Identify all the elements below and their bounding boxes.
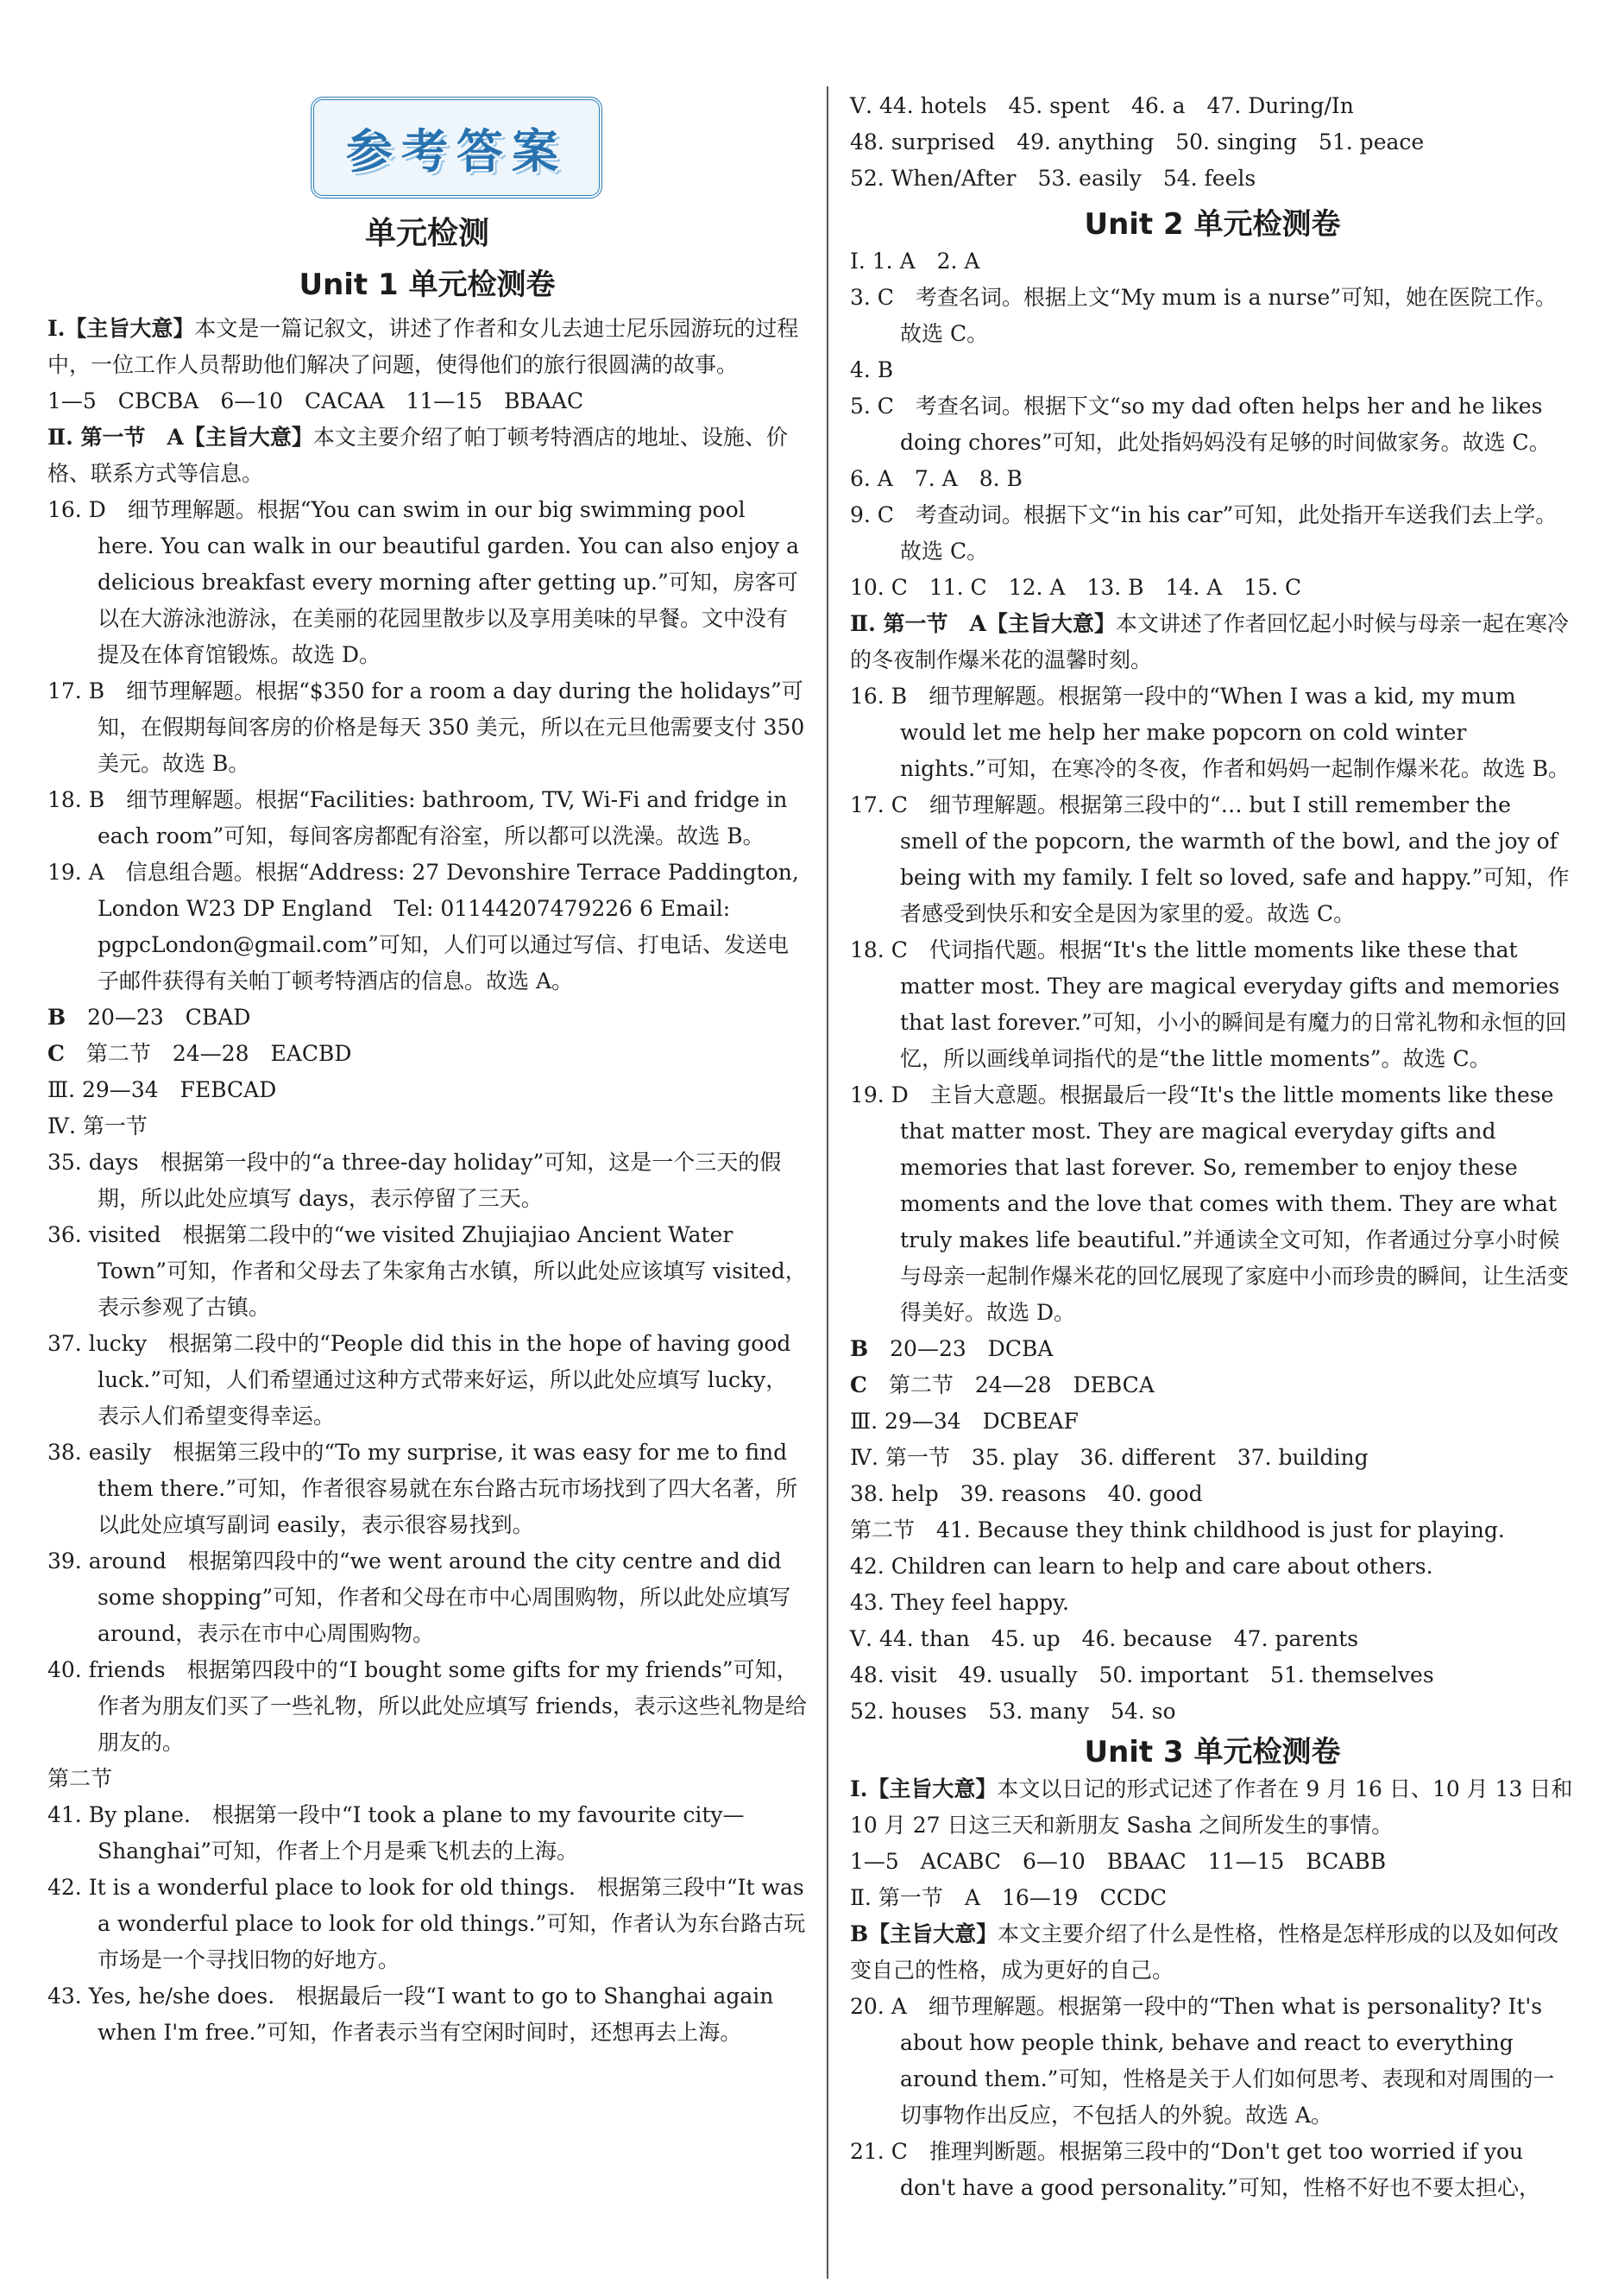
unit2-C-answers: 第二节 24—28 DEBCA: [888, 1372, 1155, 1397]
unit2-q19: 19. D 主旨大意题。根据最后一段“It's the little moments like these that matter most. They are magical everyday gifts and memories that last forever. So, remember to enjoy these moments and the love that comes with them. They are what truly makes life beautiful.”并通读全文可知，作者通过分享小时候与母亲一起制作爆米花的回忆展现了家庭中小而珍贵的瞬间，让生活变得美好。故选 D。: [850, 1082, 1570, 1325]
unit1-IV-label: Ⅳ. 第一节: [47, 1113, 148, 1139]
unit1-q37: 37. lucky 根据第二段中的“People did this in the hope of having good luck.”可知，人们希望通过这种方式带来好运，所以此处应填写 lucky，表示人们希望变得幸运。: [47, 1331, 791, 1429]
unit2-B-label: B: [850, 1336, 869, 1361]
unit1-q19: 19. A 信息组合题。根据“Address: 27 Devonshire Terrace Paddington, London W23 DP England Tel: 01144207479226 6 Email: pgpcLondon@gmail.com”可知，人们可以通过写信、打电话、发送电子邮件获得有关帕丁顿考特酒店的信息。故选 A。: [47, 860, 799, 993]
unit2-III: Ⅲ. 29—34 DCBEAF: [850, 1409, 1079, 1434]
section-title: 单元检测: [364, 216, 489, 251]
unit3-II-answers: Ⅱ. 第一节 A 16—19 CCDC: [850, 1885, 1167, 1910]
unit2-q18: 18. C 代词指代题。根据“It's the little moments like these that matter most. They are magical everyday gifts and memories that last forever.”可知，小小的瞬间是有魔力的日常礼物和永恒的回忆，所以画线单词指代的是“the little moments”。故选 C。: [850, 937, 1567, 1071]
unit1-V-line1: Ⅴ. 44. hotels 45. spent 46. a 47. During/In: [850, 93, 1354, 118]
unit2-IV-line1: Ⅳ. 第一节 35. play 36. different 37. building: [850, 1445, 1369, 1470]
unit1-I-answers: 1—5 CBCBA 6—10 CACAA 11—15 BBAAC: [47, 388, 584, 413]
unit1-C-answers: 第二节 24—28 EACBD: [85, 1041, 352, 1066]
unit2-q17: 17. C 细节理解题。根据第三段中的“… but I still remember the smell of the popcorn, the warmth of the bowl, and the joy of being with my family. I felt so loved, safe and happy.”可知，作者感受到快乐和安全是因为家里的爱。故选 C。: [850, 792, 1570, 926]
unit1-B: [47, 1000, 807, 1036]
unit3-body: [850, 1771, 1575, 2206]
unit3-I-label: Ⅰ.【主旨大意】: [850, 1776, 998, 1801]
unit1-q43: 43. Yes, he/she does. 根据最后一段“I want to go to Shanghai again when I'm free.”可知，作者表示当有空闲时间时，还想再去上海。: [47, 1984, 774, 2045]
unit2-II-label: Ⅱ. 第一节 A【主旨大意】: [850, 611, 1116, 636]
unit1-q16: 16. D 细节理解题。根据“You can swim in our big swimming pool here. You can walk in our beautiful garden. You can also enjoy a delicious breakfast every morning after getting up.”可知，房客可以在大游泳池游泳，在美丽的花园里散步以及享用美味的早餐。文中没有提及在体育馆锻炼。故选 D。: [47, 497, 799, 667]
unit2-B: [850, 1331, 1575, 1367]
unit2-q9: 9. C 考查动词。根据下文“in his car”可知，此处指开车送我们去上学。故选 C。: [850, 502, 1558, 564]
unit1-body: [47, 311, 807, 2051]
unit3-section-I: [850, 1771, 1575, 1844]
unit2-q1-2: Ⅰ. 1. A 2. A: [850, 249, 980, 274]
unit2-C: [850, 1367, 1575, 1403]
unit2-B-answers: 20—23 DCBA: [890, 1336, 1054, 1361]
unit1-V-answers: [850, 88, 1575, 197]
unit2-q4: 4. B: [850, 357, 894, 382]
unit3-title: Unit 3 单元检测卷: [1084, 1735, 1341, 1769]
unit2-q42: 42. Children can learn to help and care about others.: [850, 1554, 1433, 1579]
unit3-q21: 21. C 推理判断题。根据第三段中的“Don't get too worried if you don't have a good personality.”可知，性格不好也不要太担心，: [850, 2139, 1541, 2200]
unit2-q43: 43. They feel happy.: [850, 1590, 1069, 1615]
unit2-q3: 3. C 考查名词。根据上文“My mum is a nurse”可知，她在医院工作。故选 C。: [850, 285, 1558, 346]
unit2-body: [850, 243, 1575, 1730]
unit2-V-line1: Ⅴ. 44. than 45. up 46. because 47. parents: [850, 1626, 1359, 1651]
unit3-q20: 20. A 细节理解题。根据第一段中的“Then what is personality? It's about how people think, behave and react to everything around them.”可知，性格是关于人们如何思考、表现和对周围的一切事物作出反应，不包括人的外貌。故选 A。: [850, 1994, 1555, 2128]
unit1-q17: 17. B 细节理解题。根据“$350 for a room a day during the holidays”可知，在假期每间客房的价格是每天 350 美元，所以在元旦他需要支付 350 美元。故选 B。: [47, 678, 805, 776]
unit1-B-label: B: [47, 1005, 66, 1030]
column-divider: [827, 86, 828, 2279]
unit3-I-answers: 1—5 ACABC 6—10 BBAAC 11—15 BCABB: [850, 1849, 1387, 1874]
unit2-II-text: 本文讲述了作者回忆起小时候与母亲一起在寒冷的冬夜制作爆米花的温馨时刻。: [850, 611, 1569, 672]
unit2-C-label: C: [850, 1372, 867, 1397]
unit1-title: Unit 1 单元检测卷: [299, 268, 556, 302]
unit1-C-label: C: [47, 1041, 65, 1066]
unit1-q36: 36. visited 根据第二段中的“we visited Zhujiajiao Ancient Water Town”可知，作者和父母去了朱家角古水镇，所以此处应该填写 visited，表示参观了古镇。: [47, 1222, 807, 1320]
unit1-section-I: [47, 311, 807, 383]
unit2-q10-15: 10. C 11. C 12. A 13. B 14. A 15. C: [850, 575, 1302, 600]
unit2-title: Unit 2 单元检测卷: [1084, 207, 1341, 242]
banner-text: 参考答案: [346, 123, 567, 179]
unit1-B-answers: 20—23 CBAD: [87, 1005, 251, 1030]
unit2-q5: 5. C 考查名词。根据下文“so my dad often helps her and he likes doing chores”可知，此处指妈妈没有足够的时间做家务。故选 C。: [850, 394, 1551, 455]
unit1-q35: 35. days 根据第一段中的“a three-day holiday”可知，这是一个三天的假期，所以此处应填写 days，表示停留了三天。: [47, 1150, 782, 1211]
unit1-V-line2: 48. surprised 49. anything 50. singing 51. peace: [850, 129, 1425, 155]
unit1-II-label: Ⅱ. 第一节 A【主旨大意】: [47, 425, 313, 450]
unit1-q42: 42. It is a wonderful place to look for old things. 根据第三段中“It was a wonderful place to look for old things.”可知，作者认为东台路古玩市场是一个寻找旧物的好地方。: [47, 1875, 806, 1972]
unit1-q18: 18. B 细节理解题。根据“Facilities: bathroom, TV, Wi-Fi and fridge in each room”可知，每间客房都配有浴室，所以都可以洗澡。故选 B。: [47, 787, 788, 848]
unit3-section-B: [850, 1916, 1575, 1989]
unit2-q41: 第二节 41. Because they think childhood is just for playing.: [850, 1517, 1505, 1542]
unit1-q38: 38. easily 根据第三段中的“To my surprise, it was easy for me to find them there.”可知，作者很容易就在东台路古玩市场找到了四大名著，所以此处应填写副词 easily，表示很容易找到。: [47, 1440, 798, 1537]
unit2-section-II: [850, 606, 1575, 678]
unit3-B-text: 本文主要介绍了什么是性格，性格是怎样形成的以及如何改变自己的性格，成为更好的自己。: [850, 1921, 1559, 1983]
unit1-C: [47, 1036, 807, 1072]
unit2-q16: 16. B 细节理解题。根据第一段中的“When I was a kid, my mum would let me help her make popcorn on cold winter nights.”可知，在寒冷的冬夜，作者和妈妈一起制作爆米花。故选 B。: [850, 684, 1571, 781]
unit1-sec2-label: 第二节: [47, 1766, 113, 1791]
unit1-I-text: 本文是一篇记叙文，讲述了作者和女儿去迪士尼乐园游玩的过程中，一位工作人员帮助他们解决了问题，使得他们的旅行很圆满的故事。: [47, 316, 799, 377]
unit1-II-text: 本文主要介绍了帕丁顿考特酒店的地址、设施、价格、联系方式等信息。: [47, 425, 788, 486]
unit1-I-label: Ⅰ.【主旨大意】: [47, 316, 195, 341]
unit1-III: Ⅲ. 29—34 FEBCAD: [47, 1077, 277, 1102]
unit1-q39: 39. around 根据第四段中的“we went around the city centre and did some shopping”可知，作者和父母在市中心周围购物，所以此处应填写 around，表示在市中心周围购物。: [47, 1549, 791, 1646]
unit1-V-line3: 52. When/After 53. easily 54. feels: [850, 166, 1256, 191]
unit3-B-label: B【主旨大意】: [850, 1921, 998, 1946]
answer-key-banner: [311, 97, 602, 199]
unit2-IV-line2: 38. help 39. reasons 40. good: [850, 1481, 1203, 1506]
unit2-V-line3: 52. houses 53. many 54. so: [850, 1699, 1176, 1724]
unit2-V-line2: 48. visit 49. usually 50. important 51. themselves: [850, 1662, 1434, 1687]
unit1-q40: 40. friends 根据第四段中的“I bought some gifts for my friends”可知，作者为朋友们买了一些礼物，所以此处应填写 friends，表示这些礼物是给朋友的。: [47, 1657, 807, 1755]
unit2-q6-8: 6. A 7. A 8. B: [850, 466, 1023, 491]
unit1-section-II: [47, 419, 807, 492]
unit3-I-text: 本文以日记的形式记述了作者在 9 月 16 日、10 月 13 日和 10 月 27 日这三天和新朋友 Sasha 之间所发生的事情。: [850, 1776, 1573, 1838]
unit1-q41: 41. By plane. 根据第一段中“I took a plane to my favourite city—Shanghai”可知，作者上个月是乘飞机去的上海。: [47, 1802, 745, 1864]
